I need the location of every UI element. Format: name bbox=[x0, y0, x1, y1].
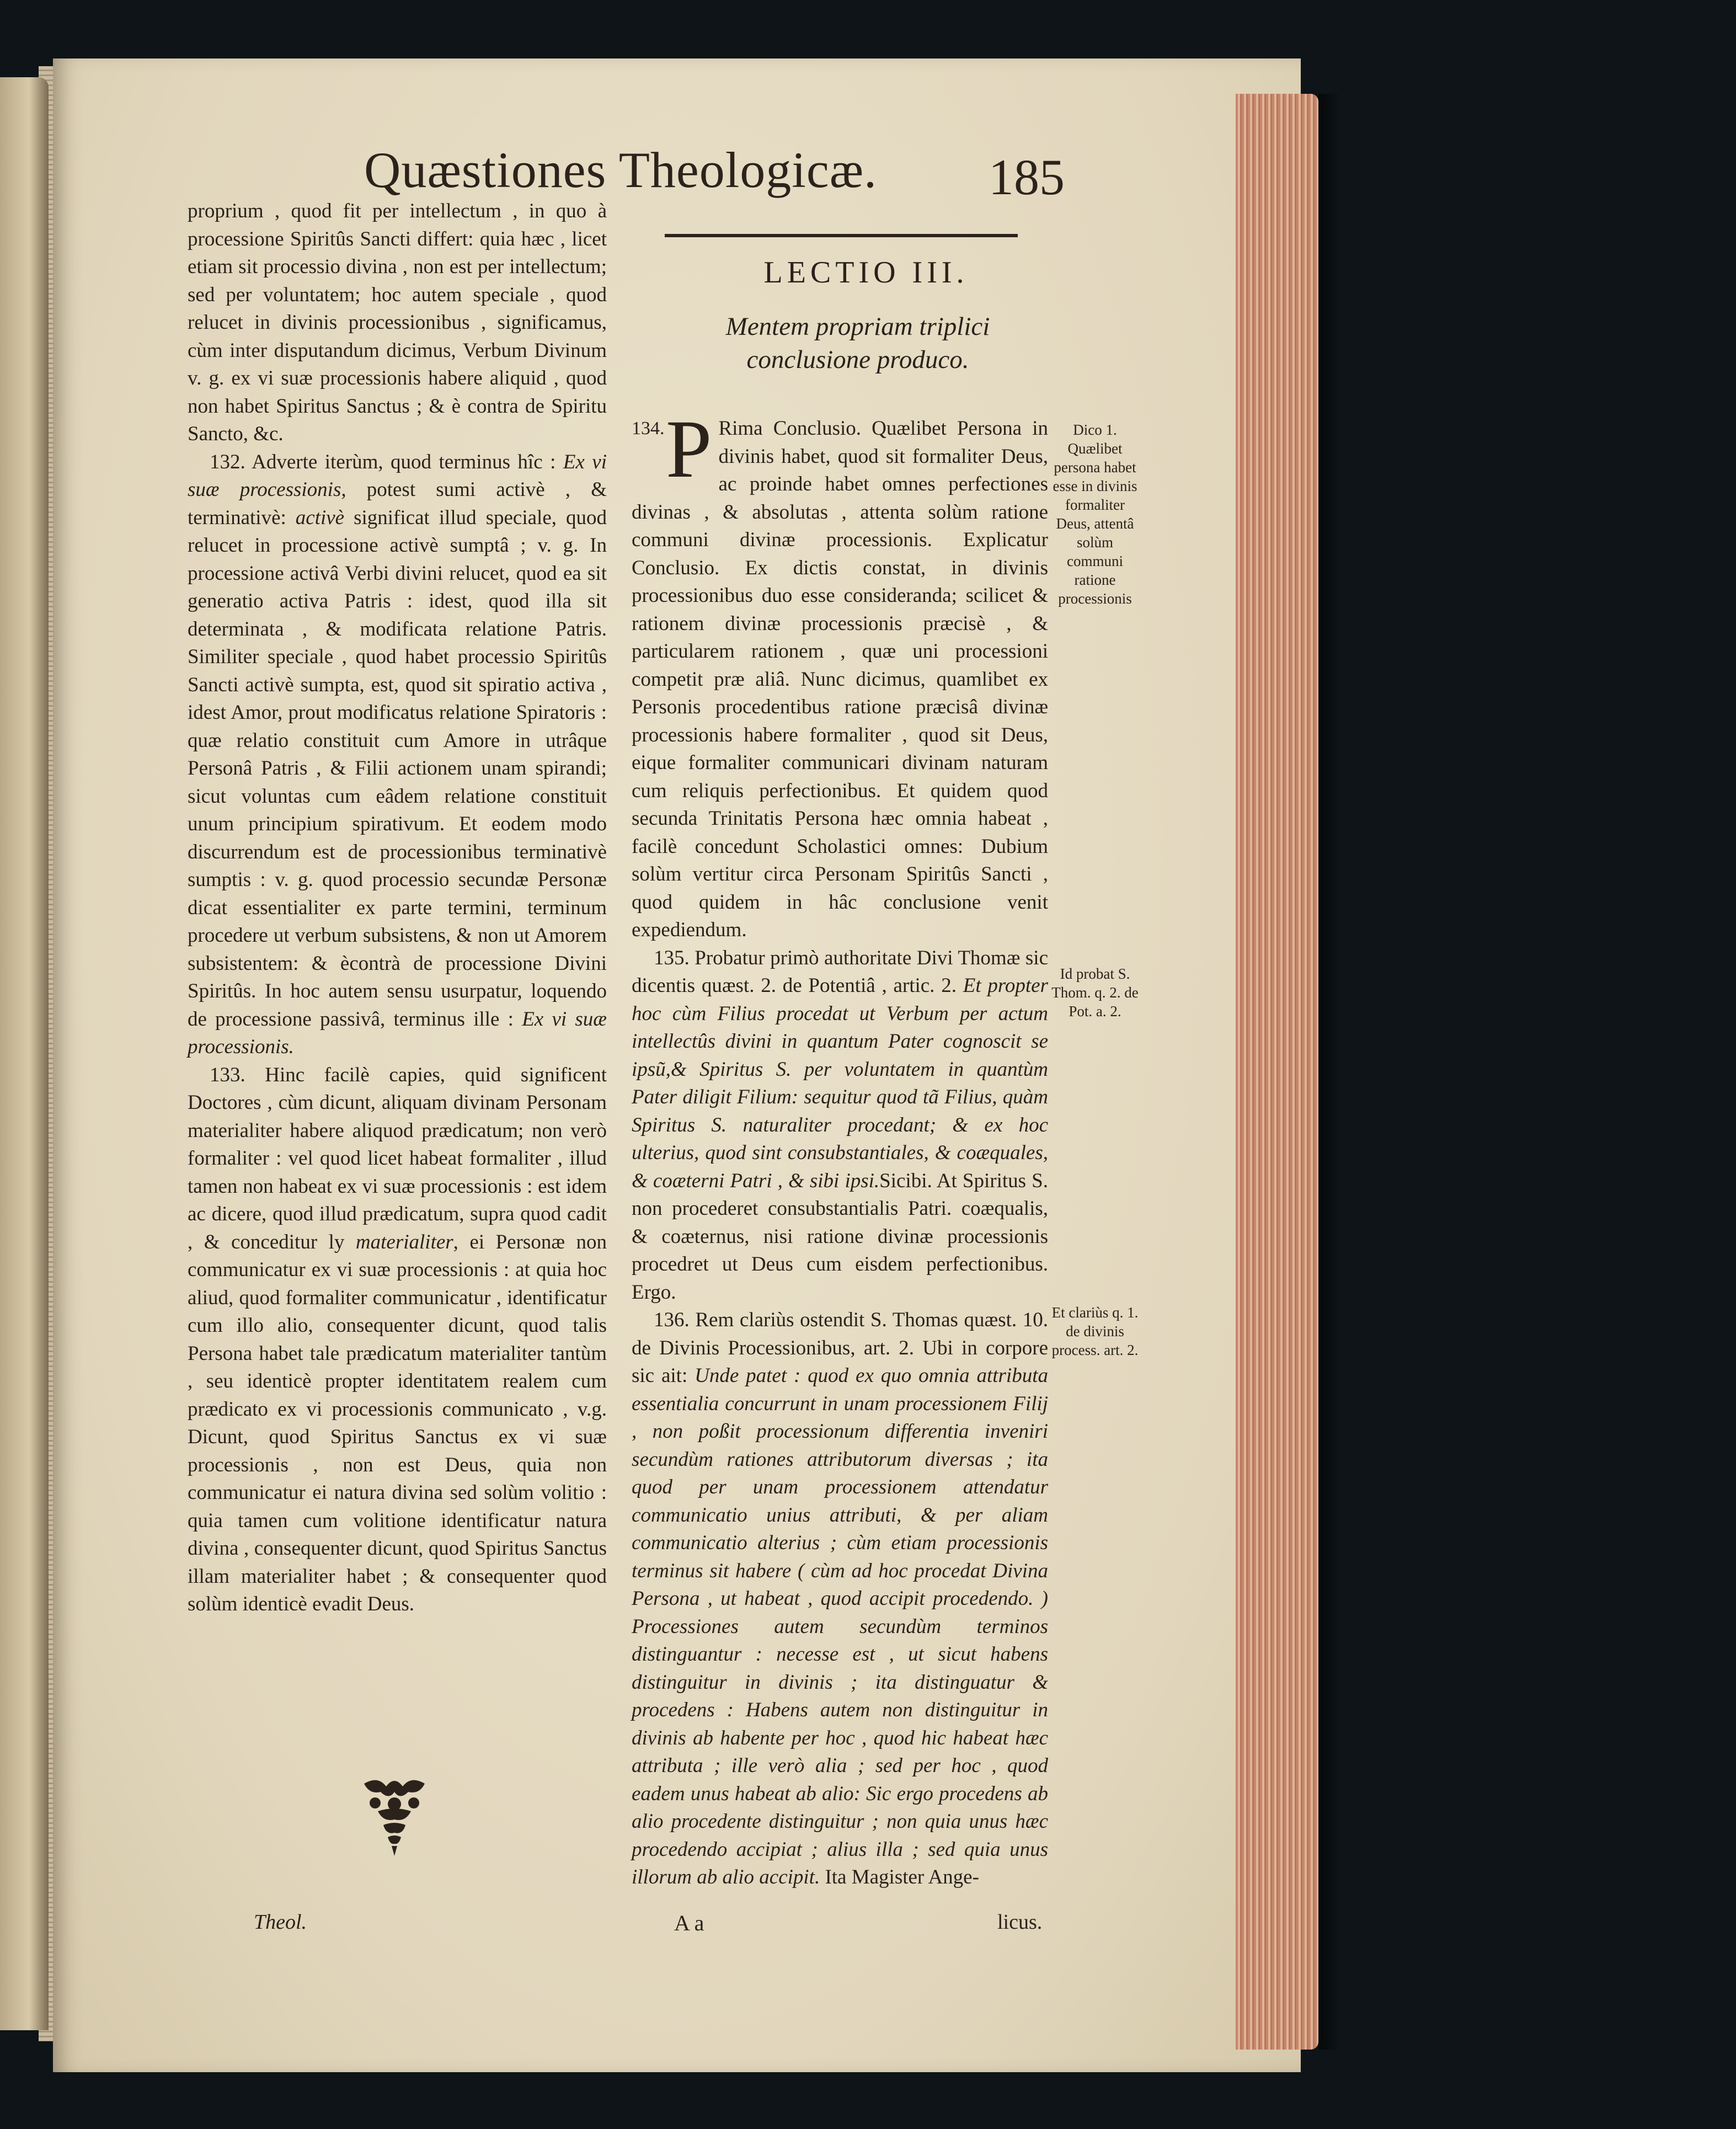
drop-capital: P bbox=[666, 403, 712, 495]
left-page-sliver bbox=[0, 77, 49, 2030]
margin-note-dico-1: Dico 1. Quælibet persona habet esse in divinis formaliter Deus, attentâ solùm communi ratione processionis bbox=[1053, 421, 1137, 607]
heading-rule bbox=[665, 234, 1018, 237]
margin-note-probat: Id probat S. Thom. q. 2. de Pot. a. 2. bbox=[1051, 965, 1139, 1020]
page-stack-edge bbox=[1236, 94, 1318, 2050]
page-edge-shadow bbox=[1318, 94, 1340, 2050]
catchword: licus. bbox=[997, 1911, 1043, 1934]
page-number: 185 bbox=[989, 149, 1065, 205]
paragraph-number: 132. bbox=[210, 450, 245, 473]
paragraph-number: 133. bbox=[210, 1063, 245, 1086]
fleuron-ornament-icon bbox=[353, 1775, 436, 1858]
running-title: Quæstiones Theologicæ. bbox=[364, 142, 878, 198]
paragraph-134: 134. P Rima Conclusio. Quælibet Persona in divinis habet, quod sit formaliter Deus, ac proinde habet omnes perfectiones divinas , & absolutas , attenta solùm ratione communi divinæ processionis. Explicatur Conclusio. Ex dictis constat, in divinis processionibus duo esse consideranda; scilicet & rationem divinæ processionis præcisè , & particularem rationem , quæ uni processioni competit præ aliâ. Nunc dicimus, quamlibet ex Personis procedentibus ratione præcisâ divinæ processionis habere formaliter , quod sit Deus, eique formaliter communicari divinam naturam cum reliquis perfectionibus. Et quidem quod secunda Trinitatis Persona hæc omnia habeat , facilè concedunt Scholastici omnes: Dubium solùm vertitur circa Personam Spiritûs Sancti , quod quidem in hâc conclusione venit expediendum. bbox=[632, 403, 1048, 941]
paragraph-132: 132. Adverte iterùm, quod terminus hîc : Ex vi suæ processionis, potest sumi activè , & terminativè: activè significat illud speciale, quod relucet in processione activè sumptâ ; v. g. In processione activâ Verbi divini relucet, quod ea sit generatio activa Patris : idest, quod illa sit determinata , & modificata relatione Patris. Similiter speciale , quod habet processio Spiritûs Sancti activè sumpta, est, quod sit spiratio activa , idest Amor, prout modificatus relatione Spiratoris : quæ relatio constituit cum Amore in utrâque Personâ Patris , & Filii actionem unam spirandi; sicut voluntas cum eâdem relatione constituit unum principium spirativum. Et eodem modo discurrendum est de processionibus terminativè sumptis : v. g. quod processio secundæ Personæ dicat essentialiter ex parte termini, terminum procedere ut verbum subsistens, & non ut Amorem subsistentem: & ècontrà de processione Divini Spiritûs. In hoc autem sensu usurpatur, loquendo de processione passivâ, terminus ille : Ex vi suæ processionis. bbox=[188, 450, 607, 1058]
gathering-signature: A a bbox=[674, 1911, 704, 1935]
paragraph-136: 136. Rem clariùs ostendit S. Thomas quæst. 10. de Divinis Processionibus, art. 2. Ubi in corpore sic ait: Unde patet : quod ex quo omnia attributa essentialia concurrunt in unam processionem Filij , non poßit processionum differentia inveniri secundùm rationes attributorum diversas ; ita quod per unam processionem attendatur communicatio unius attributi, & per aliam communicatio alterius ; cùm etiam processionis terminus sit habere ( cùm ad hoc procedat Divina Persona , ut habeat , quod accipit procedendo. ) Processiones autem secundùm terminos distinguantur : necesse est , ut sicut habens distinguitur in divinis ; ita distinguatur & procedens : Habens autem non distinguitur in divinis ab habente per hoc , quod hic habeat hæc attributa ; ille verò alia ; sed per hoc , quod eadem unus habeat ab alio: Sic ergo procedens ab alio procedente distinguitur ; non quia unus hæc procedendo accipiat ; alius illa ; sed quia unus illorum ab alio accipit. Ita Magister Ange- bbox=[632, 1309, 1048, 1888]
margin-note-clarius: Et clariùs q. 1. de divinis process. art. 2. bbox=[1051, 1304, 1139, 1358]
paragraph-number: 136. bbox=[654, 1309, 690, 1331]
lectio-heading: LECTIO III. bbox=[763, 255, 969, 290]
paragraph-continued: proprium , quod fit per intellectum , in quo à processione Spiritûs Sancti differt: quia hæc , licet etiam sit processio divina , non est per intellectum; sed per voluntatem; hoc autem speciale , quod relucet in divinis processionibus , significamus, cùm inter disputandum dicimus, Verbum Divinum v. g. ex vi suæ processionis habere aliquid , quod non habet Spiritus Sanctus ; & è contra de Spiritu Sancto, &c. bbox=[188, 200, 607, 445]
paragraph-number: 134. bbox=[632, 418, 665, 439]
paragraph-135: 135. Probatur primò authoritate Divi Thomæ sic dicentis quæst. 2. de Potentiâ , artic. 2. Et propter hoc cùm Filius procedat ut Verbum per actum intellectûs divini in quantum Pater cognoscit se ipsũ,& Spiritus S. per voluntatem in quantùm Pater diligit Filium: sequitur quod tã Filius, quàm Spiritus S. naturaliter procedant; & ex hoc ulterius, quod sint consubstantiales, & coæquales, & coæterni Patri , & sibi ipsi.Sicibi. At Spiritus S. non procederet consubstantialis Patri. coæqualis, & coæternus, nisi ratione divinæ processionis procedret ut Deus cum eisdem perfectionibus. Ergo. bbox=[632, 946, 1048, 1304]
paragraph-133: 133. Hinc facilè capies, quid significent Doctores , cùm dicunt, aliquam divinam Personam materialiter habere aliquod prædicatum; non verò formaliter : vel quod licet habeat formaliter , illud tamen non habeat ex vi suæ processionis : est idem ac dicere, quod illud prædicatum, supra quod cadit , & conceditur ly materialiter, ei Personæ non communicatur ex vi suæ processionis : at quia hoc aliud, quod formaliter communicatur , identificatur cum illo alio, consequenter dicunt, quod talis Persona habet tale prædicatum materialiter tantùm , seu identicè propter identitatem realem cum prædicato ex vi processionis communicato , v.g. Dicunt, quod Spiritus Sanctus ex vi suæ processionis , non est Deus, quia non communicatur ei natura divina sed solùm volitio : quia tamen cum volitione identificatur natura divina , consequenter dicunt, quod Spiritus Sanctus illam materialiter habet ; & consequenter quod solùm identicè evadit Deus. bbox=[188, 1063, 607, 1615]
signature-line: Theol. bbox=[254, 1911, 307, 1934]
left-column bbox=[188, 198, 607, 1619]
right-column bbox=[632, 403, 1048, 1892]
paragraph-number: 135. bbox=[654, 946, 690, 969]
lectio-subtitle: Mentem propriam triplici conclusione produco. bbox=[725, 312, 990, 374]
